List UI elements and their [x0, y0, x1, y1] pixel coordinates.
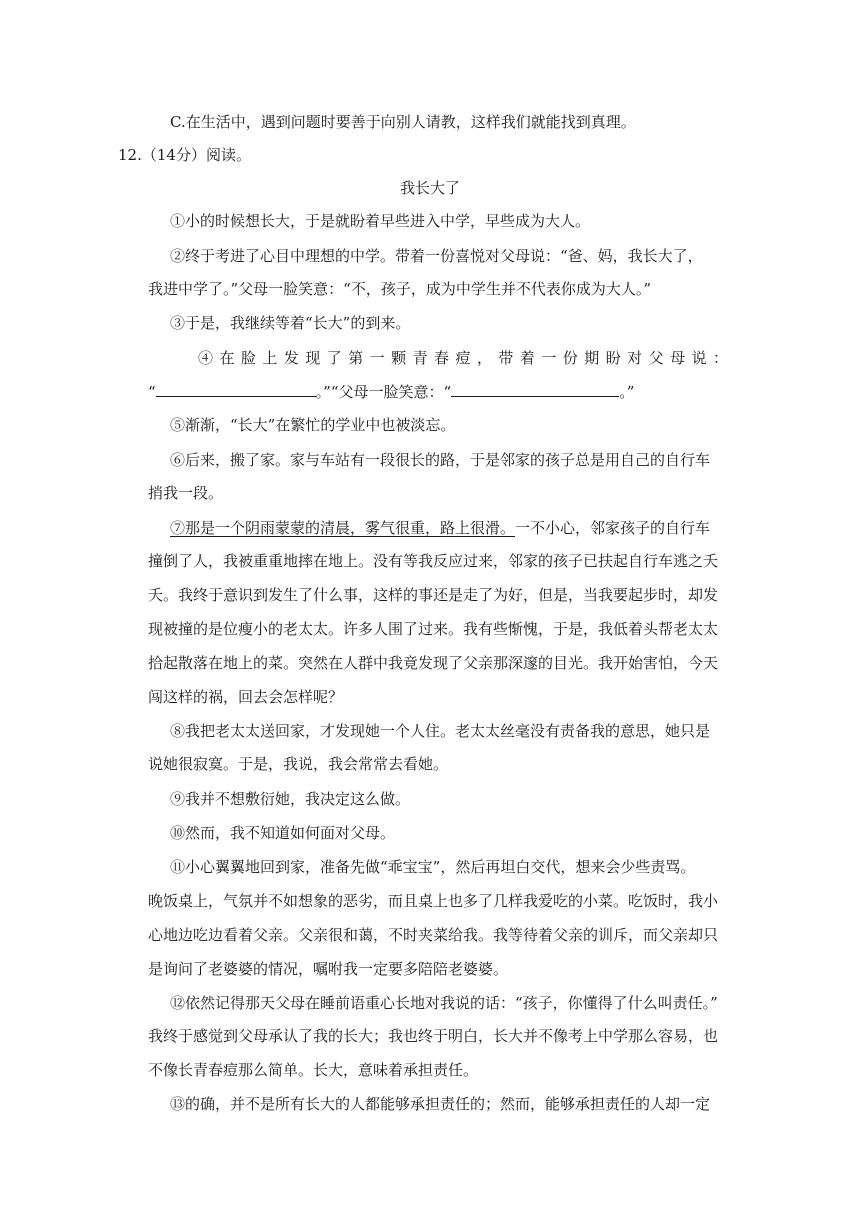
- paragraph-12-line-2: 我终于感觉到父母承认了我的长大；我也终于明白，长大并不像考上中学那么容易，也: [148, 1027, 719, 1045]
- paragraph-6-line-2: 捎我一段。: [148, 484, 224, 502]
- paragraph-7-line-5: 拾起散落在地上的菜。突然在人群中我竟发现了父亲那深邃的目光。我开始害怕，今天: [148, 654, 719, 672]
- paragraph-3: ③于是，我继续等着“长大”的到来。: [170, 314, 411, 332]
- paragraph-1: ①小的时候想长大，于是就盼着早些进入中学，早些成为大人。: [170, 212, 591, 230]
- paragraph-7-line-6: 闯这样的祸，回去会怎样呢？: [148, 688, 344, 706]
- quote-open: “: [148, 383, 156, 401]
- answer-blank-2[interactable]: [451, 382, 619, 397]
- passage-title: 我长大了: [399, 179, 460, 197]
- option-c: C.在生活中，遇到问题时要善于向别人请教，这样我们就能找到真理。: [170, 113, 636, 131]
- paragraph-7-line-3: 夭。我终于意识到发生了什么事，这样的事还是走了为好，但是，当我要起步时，却发: [148, 586, 719, 604]
- paragraph-4-line-2: [148, 382, 634, 402]
- paragraph-11-line-2: 晚饭桌上，气氛并不如想象的恶劣，而且桌上也多了几样我爱吃的小菜。吃饭时，我小: [148, 892, 719, 910]
- quote-close: 。”: [619, 383, 635, 401]
- paragraph-10: ⑩然而，我不知道如何面对父母。: [170, 824, 396, 842]
- paragraph-7-line-2: 撞倒了人，我被重重地摔在地上。没有等我反应过来，邻家的孩子已扶起自行车逃之夭: [148, 552, 719, 570]
- paragraph-6-line-1: ⑥后来，搬了家。家与车站有一段很长的路，于是邻家的孩子总是用自己的自行车: [170, 451, 711, 469]
- answer-blank-1[interactable]: [156, 382, 316, 397]
- paragraph-8-line-2: 说她很寂寞。于是，我说，我会常常去看她。: [148, 755, 449, 773]
- paragraph-7-line-4: 现被撞的是位瘦小的老太太。许多人围了过来。我有些惭愧，于是，我低着头帮老太太: [148, 620, 719, 638]
- paragraph-11-line-4: 是询问了老婆婆的情况，嘱咐我一定要多陪陪老婆婆。: [148, 960, 509, 978]
- paragraph-12-line-1: ⑫依然记得那天父母在睡前语重心长地对我说的话：“孩子，你懂得了什么叫责任。”: [170, 994, 718, 1012]
- paragraph-2-line-1: ②终于考进了心目中理想的中学。带着一份喜悦对父母说：“爸、妈，我长大了，: [170, 247, 703, 265]
- paragraph-7-line-1: [170, 518, 710, 538]
- paragraph-2-line-2: 我进中学了。”父母一脸笑意：“不，孩子，成为中学生并不代表你成为大人。”: [148, 280, 652, 298]
- paragraph-5: ⑤渐渐，“长大”在繁忙的学业中也被淡忘。: [170, 416, 456, 434]
- paragraph-11-line-3: 心地边吃边看着父亲。父亲很和蔼，不时夹菜给我。我等待着父亲的训斥，而父亲却只: [148, 926, 719, 944]
- paragraph-13-line-1: ⑬的确，并不是所有长大的人都能够承担责任的；然而，能够承担责任的人却一定: [170, 1095, 711, 1113]
- paragraph-7-line-1-rest: 一不小心，邻家孩子的自行车: [515, 519, 711, 537]
- underlined-sentence: ⑦那是一个阴雨蒙蒙的清晨，雾气很重，路上很滑。: [170, 519, 516, 537]
- paragraph-8-line-1: ⑧我把老太太送回家，才发现她一个人住。老太太丝毫没有责备我的意思，她只是: [170, 722, 711, 740]
- paragraph-12-line-3: 不像长青春痘那么简单。长大，意味着承担责任。: [148, 1061, 479, 1079]
- paragraph-4-line-1: ④在脸上发现了第一颗青春痘，带着一份期盼对父母说：: [198, 349, 728, 367]
- question-header: 12.（14分）阅读。: [118, 146, 251, 164]
- paragraph-9: ⑨我并不想敷衍她，我决定这么做。: [170, 790, 411, 808]
- paragraph-11-line-1: ⑪小心翼翼地回到家，准备先做“乖宝宝”，然后再坦白交代，想来会少些责骂。: [170, 858, 696, 876]
- quote-middle: 。”“父母一脸笑意：“: [315, 383, 452, 401]
